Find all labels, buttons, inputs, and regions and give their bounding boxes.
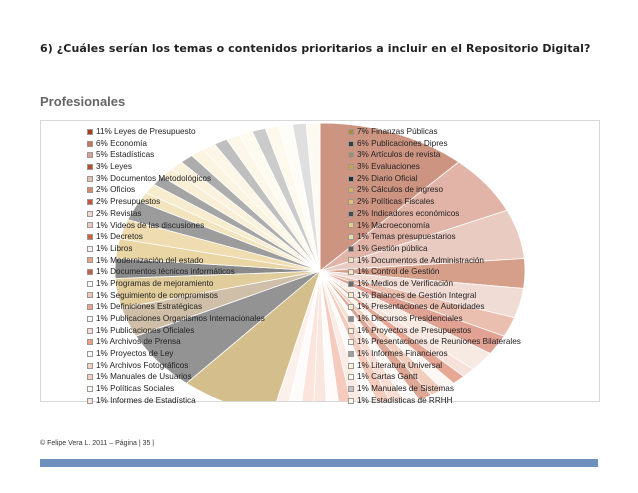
legend-swatch-10 [87, 246, 93, 252]
legend-swatch-8 [87, 222, 93, 228]
legend-swatch-17 [87, 328, 93, 334]
legend-label-29: 2% Cálculos de ingreso [357, 185, 444, 195]
legend-swatch-14 [87, 292, 93, 298]
legend-item-14 [87, 290, 265, 302]
legend-swatch-45 [348, 374, 354, 380]
legend-item-4 [87, 173, 265, 185]
legend-swatch-12 [87, 269, 93, 275]
legend-item-2 [87, 149, 265, 161]
legend-item-17 [87, 325, 265, 337]
legend-item-12 [87, 266, 265, 278]
legend-label-32: 1% Macroeconomía [357, 220, 430, 230]
legend-item-41 [348, 325, 521, 337]
legend-label-13: 1% Programas de mejoramiento [96, 278, 214, 288]
legend-item-13 [87, 278, 265, 290]
legend-label-26: 3% Artículos de revista [357, 150, 441, 160]
legend-item-44 [348, 360, 521, 372]
legend-swatch-24 [348, 129, 354, 135]
legend-item-20 [87, 360, 265, 372]
legend-label-10: 1% Libros [96, 243, 133, 253]
legend-label-45: 1% Cartas Gantt [357, 372, 418, 382]
legend-item-0 [87, 126, 265, 138]
legend-item-35 [348, 255, 521, 267]
legend-label-19: 1% Proyectos de Ley [96, 349, 174, 359]
legend-item-6 [87, 196, 265, 208]
legend-item-11 [87, 255, 265, 267]
legend-label-1: 6% Economía [96, 138, 147, 148]
legend-item-33 [348, 231, 521, 243]
legend-item-8 [87, 220, 265, 232]
legend-item-27 [348, 161, 521, 173]
legend-item-36 [348, 266, 521, 278]
legend-label-21: 1% Manuales de Usuarios [96, 372, 192, 382]
legend-swatch-27 [348, 164, 354, 170]
legend-swatch-5 [87, 187, 93, 193]
legend-swatch-37 [348, 281, 354, 287]
legend-swatch-44 [348, 363, 354, 369]
legend-item-23 [87, 395, 265, 407]
legend-label-28: 2% Diario Oficial [357, 173, 418, 183]
legend-item-42 [348, 336, 521, 348]
legend-item-31 [348, 208, 521, 220]
legend-label-3: 3% Leyes [96, 162, 132, 172]
legend-item-25 [348, 138, 521, 150]
legend-label-17: 1% Publicaciones Oficiales [96, 325, 195, 335]
legend-swatch-30 [348, 199, 354, 205]
legend-label-31: 2% Indicadores económicos [357, 208, 460, 218]
legend-swatch-32 [348, 222, 354, 228]
legend-label-16: 1% Publicaciones Organismos Internacionales [96, 314, 265, 323]
legend-label-24: 7% Finanzas Públicas [357, 127, 438, 136]
legend-swatch-43 [348, 351, 354, 357]
legend-label-39: 1% Presentaciones de Autoridades [357, 302, 485, 312]
legend-swatch-25 [348, 141, 354, 147]
legend-label-22: 1% Políticas Sociales [96, 384, 175, 394]
legend-swatch-35 [348, 257, 354, 263]
legend-label-46: 1% Manuales de Sistemas [357, 384, 454, 394]
legend-item-29 [348, 184, 521, 196]
legend-label-18: 1% Archivos de Prensa [96, 337, 181, 347]
legend-label-14: 1% Seguimiento de compromisos [96, 290, 218, 300]
legend-label-11: 1% Modernización del estado [96, 255, 204, 265]
legend-item-45 [348, 371, 521, 383]
legend-label-42: 1% Presentaciones de Reuniones Bilaterales [357, 337, 521, 347]
legend-label-43: 1% Informes Financieros [357, 349, 448, 359]
legend-item-15 [87, 301, 265, 313]
legend-item-16 [87, 313, 265, 325]
legend-item-19 [87, 348, 265, 360]
legend-swatch-33 [348, 234, 354, 240]
legend-item-21 [87, 371, 265, 383]
legend-swatch-42 [348, 339, 354, 345]
legend-label-30: 2% Políticas Fiscales [357, 197, 435, 207]
legend-item-18 [87, 336, 265, 348]
legend-label-0: 11% Leyes de Presupuesto [96, 127, 196, 136]
legend-left-column [87, 126, 265, 407]
legend-swatch-2 [87, 152, 93, 158]
legend-item-28 [348, 173, 521, 185]
legend-label-8: 1% Videos de las discusiones [96, 220, 205, 230]
legend-swatch-15 [87, 304, 93, 310]
legend-label-12: 1% Documentos técnicos informáticos [96, 267, 235, 277]
legend-label-27: 3% Evaluaciones [357, 162, 420, 172]
legend-label-23: 1% Informes de Estadística [96, 395, 196, 405]
legend-item-9 [87, 231, 265, 243]
legend-swatch-9 [87, 234, 93, 240]
legend-label-4: 3% Documentos Metodológicos [96, 173, 212, 183]
legend-label-38: 1% Balances de Gestión Integral [357, 290, 477, 300]
legend-item-34 [348, 243, 521, 255]
pie-chart-frame [40, 120, 600, 405]
legend-swatch-21 [87, 374, 93, 380]
legend-label-15: 1% Definiciones Estratégicas [96, 302, 203, 312]
legend-swatch-3 [87, 164, 93, 170]
legend-swatch-36 [348, 269, 354, 275]
legend-item-24 [348, 126, 521, 138]
legend-item-37 [348, 278, 521, 290]
legend-swatch-16 [87, 316, 93, 322]
legend-swatch-19 [87, 351, 93, 357]
footer-bar [40, 459, 598, 467]
legend-label-40: 1% Discursos Presidenciales [357, 314, 463, 323]
legend-item-43 [348, 348, 521, 360]
legend-swatch-34 [348, 246, 354, 252]
legend-swatch-47 [348, 398, 354, 404]
page-subtitle: Profesionales [40, 94, 126, 109]
legend-swatch-38 [348, 292, 354, 298]
legend-item-10 [87, 243, 265, 255]
legend-swatch-39 [348, 304, 354, 310]
legend-item-7 [87, 208, 265, 220]
footer-credit: © Felipe Vera L. 2011 – Página | 35 | [40, 440, 155, 447]
legend-label-7: 2% Revistas [96, 208, 142, 218]
legend-item-3 [87, 161, 265, 173]
legend-item-40 [348, 313, 521, 325]
legend-swatch-28 [348, 176, 354, 182]
legend-swatch-7 [87, 211, 93, 217]
legend-swatch-23 [87, 398, 93, 404]
legend-label-34: 1% Gestión pública [357, 243, 428, 253]
legend-swatch-29 [348, 187, 354, 193]
legend-swatch-46 [348, 386, 354, 392]
legend-swatch-13 [87, 281, 93, 287]
legend-label-35: 1% Documentos de Administración [357, 255, 484, 265]
legend-label-36: 1% Control de Gestión [357, 267, 440, 277]
legend-item-26 [348, 149, 521, 161]
legend-item-30 [348, 196, 521, 208]
legend-swatch-11 [87, 257, 93, 263]
legend-label-41: 1% Proyectos de Presupuestos [357, 325, 472, 335]
legend-item-38 [348, 290, 521, 302]
page-question: 6) ¿Cuáles serían los temas o contenidos prioritarios a incluir en el Repositorio Digital? [40, 42, 591, 55]
legend-swatch-20 [87, 363, 93, 369]
legend-label-20: 1% Archivos Fotográficos [96, 360, 189, 370]
legend-item-46 [348, 383, 521, 395]
legend-label-25: 6% Publicaciones Dipres [357, 138, 448, 148]
legend-swatch-4 [87, 176, 93, 182]
legend-label-37: 1% Medios de Verificación [357, 278, 454, 288]
legend-item-5 [87, 184, 265, 196]
legend-label-6: 2% Presupuestos [96, 197, 161, 207]
legend-label-5: 2% Oficios [96, 185, 136, 195]
legend-swatch-18 [87, 339, 93, 345]
legend-label-44: 1% Literatura Universal [357, 360, 443, 370]
legend-swatch-40 [348, 316, 354, 322]
legend-item-1 [87, 138, 265, 150]
legend-item-47 [348, 395, 521, 407]
legend-label-47: 1% Estadísticas de RRHH [357, 395, 453, 405]
legend-label-2: 5% Estadísticas [96, 150, 155, 160]
legend-item-32 [348, 220, 521, 232]
legend-label-9: 1% Decretos [96, 232, 143, 242]
legend-right-column [348, 126, 521, 407]
legend-swatch-22 [87, 386, 93, 392]
legend-swatch-6 [87, 199, 93, 205]
legend-item-39 [348, 301, 521, 313]
legend-label-33: 1% Temas presupuestarios [357, 232, 456, 242]
legend-swatch-1 [87, 141, 93, 147]
legend-swatch-26 [348, 152, 354, 158]
legend-swatch-0 [87, 129, 93, 135]
legend-swatch-41 [348, 328, 354, 334]
legend-item-22 [87, 383, 265, 395]
legend-swatch-31 [348, 211, 354, 217]
